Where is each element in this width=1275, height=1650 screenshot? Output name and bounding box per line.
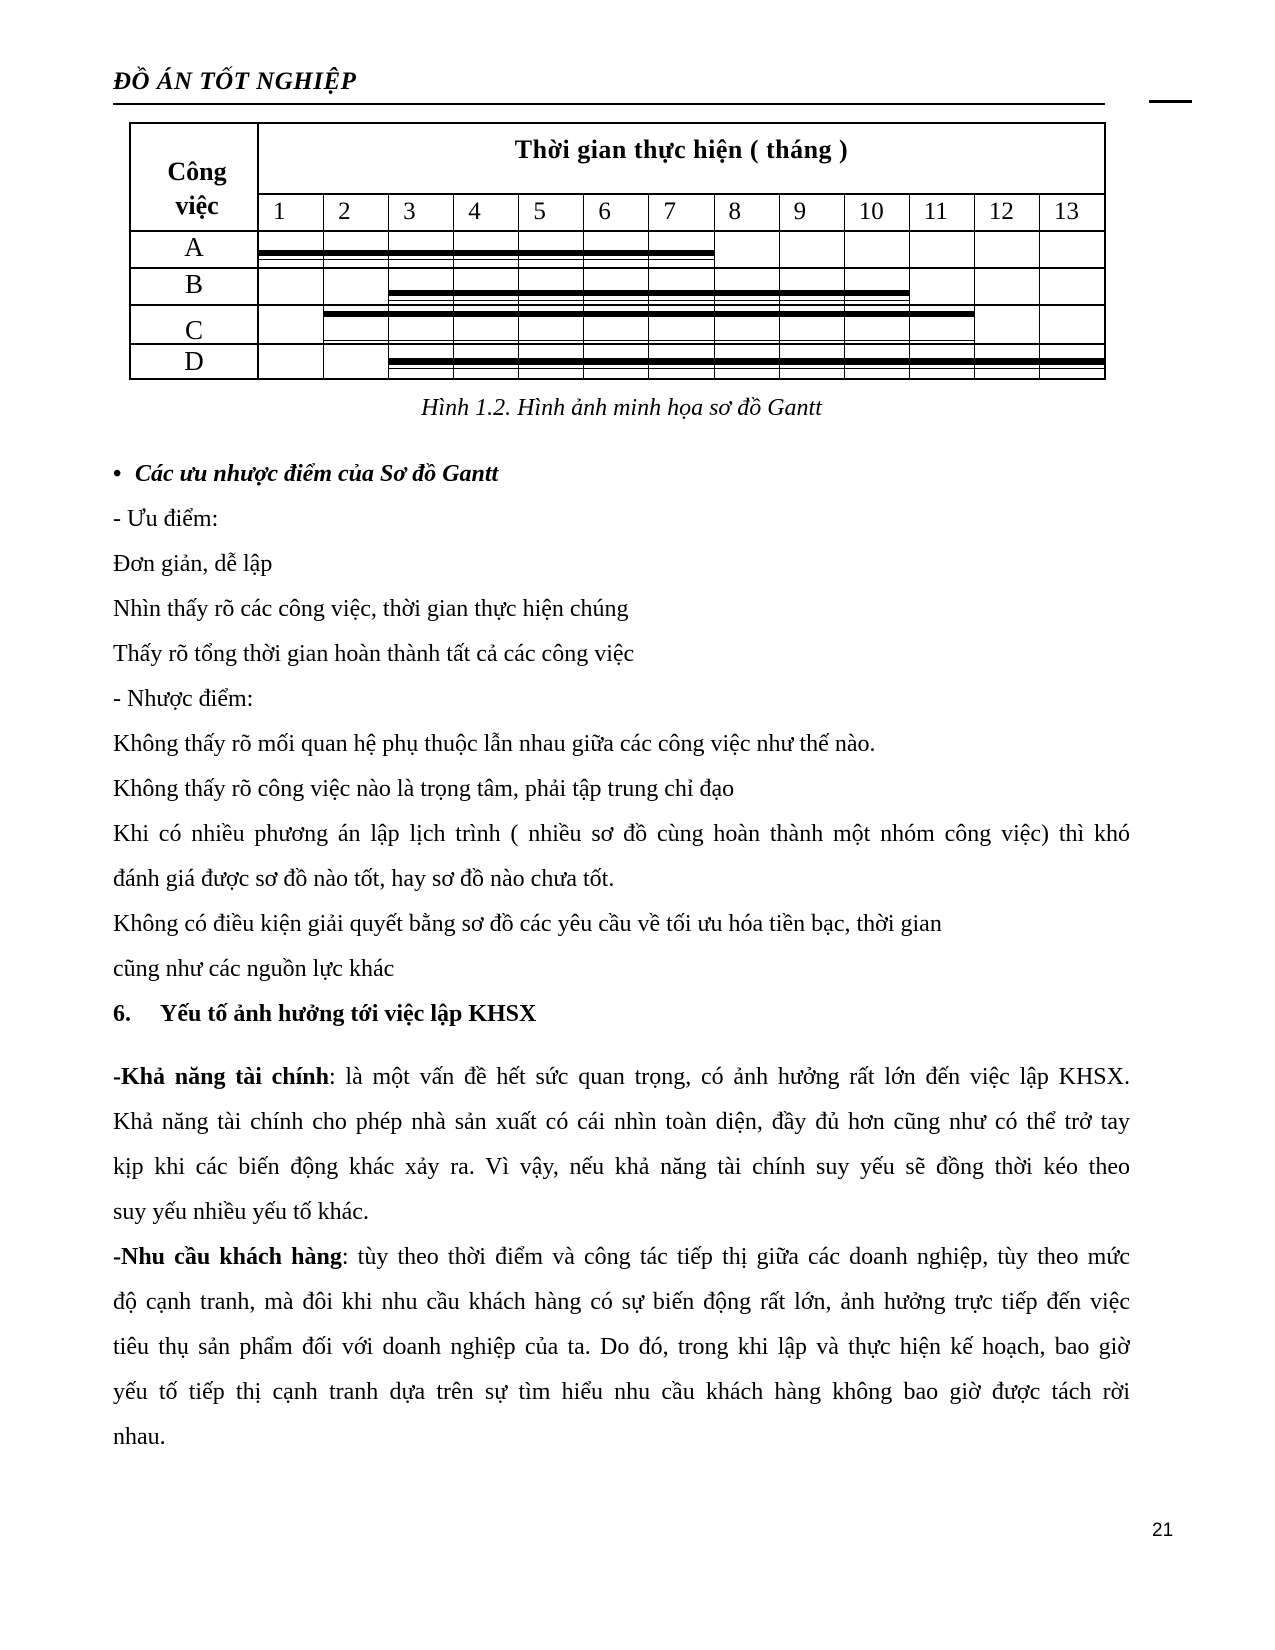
text-line: Không thấy rõ mối quan hệ phụ thuộc lẫn nhau giữa các công việc như thế nào. xyxy=(113,731,876,757)
bold-lead-in: -Khả năng tài chính xyxy=(113,1064,329,1090)
text-line: đánh giá được sơ đồ nào tốt, hay sơ đồ nào chưa tốt. xyxy=(113,866,615,892)
month-header-9: 9 xyxy=(780,195,845,230)
section-title: Yếu tố ảnh hưởng tới việc lập KHSX xyxy=(160,1001,537,1027)
gantt-title-row xyxy=(131,124,1104,195)
gantt-cell xyxy=(715,269,780,304)
section-heading xyxy=(113,992,1130,1037)
text-line: Khả năng tài chính cho phép nhà sản xuất có cái nhìn toàn diện, đầy đủ hơn cũng như có thể trở tay xyxy=(113,1109,1130,1135)
month-header-2: 2 xyxy=(324,195,389,230)
text-line: Khi có nhiều phương án lập lịch trình ( nhiều sơ đồ cùng hoàn thành một nhóm công việc) thì khó xyxy=(113,821,1130,847)
month-header-10: 10 xyxy=(845,195,910,230)
text-line: Không thấy rõ công việc nào là trọng tâm, phải tập trung chỉ đạo xyxy=(113,776,735,802)
month-header-4: 4 xyxy=(454,195,519,230)
gantt-bar-C xyxy=(324,311,974,317)
bullet-icon: • xyxy=(113,461,122,487)
gantt-cell xyxy=(324,269,389,304)
text-line: yếu tố tiếp thị cạnh tranh dựa trên sự tìm hiểu nhu cầu khách hàng không bao giờ được tách rời xyxy=(113,1379,1130,1405)
gantt-subline-A xyxy=(259,259,714,260)
page-header-title: ĐỒ ÁN TỐT NGHIỆP xyxy=(113,68,357,95)
month-header-5: 5 xyxy=(519,195,584,230)
gantt-row-D xyxy=(131,345,1104,378)
gantt-cell xyxy=(454,269,519,304)
gantt-cell xyxy=(584,269,649,304)
gantt-title: Thời gian thực hiện ( tháng ) xyxy=(259,124,1104,195)
gantt-bar-D xyxy=(389,358,1104,365)
gantt-cell xyxy=(259,345,324,378)
text-line: -Khả năng tài chính: là một vấn đề hết sức quan trọng, có ảnh hưởng rất lớn đến việc lập KHSX. xyxy=(113,1064,1130,1090)
bold-lead-in: -Nhu cầu khách hàng xyxy=(113,1244,342,1270)
gantt-grid-D xyxy=(259,345,1104,378)
gantt-table xyxy=(129,122,1106,380)
gantt-cell xyxy=(1040,306,1104,343)
gantt-cell xyxy=(845,232,910,267)
month-header-6: 6 xyxy=(584,195,649,230)
task-label-C: C xyxy=(131,306,259,343)
gantt-subline-C xyxy=(324,340,974,341)
gantt-cell xyxy=(649,269,714,304)
gantt-cell xyxy=(715,232,780,267)
gantt-grid-C xyxy=(259,306,1104,343)
document-body xyxy=(113,388,1130,1460)
work-header-line1: Công xyxy=(167,157,227,186)
text-line: Nhìn thấy rõ các công việc, thời gian thực hiện chúng xyxy=(113,596,629,622)
gantt-grid-B xyxy=(259,269,1104,304)
gantt-cell xyxy=(975,306,1040,343)
header-rule xyxy=(113,103,1105,105)
gantt-cell xyxy=(389,269,454,304)
gantt-cell xyxy=(780,232,845,267)
bullet-heading xyxy=(113,452,1130,497)
month-header-7: 7 xyxy=(649,195,714,230)
gantt-subline-D xyxy=(389,368,1104,369)
page-number: 21 xyxy=(1152,1520,1174,1541)
text-line: -Nhu cầu khách hàng: tùy theo thời điểm và công tác tiếp thị giữa các doanh nghiệp, tùy theo mức xyxy=(113,1244,1130,1270)
month-header-13: 13 xyxy=(1053,198,1079,225)
header-right-dash xyxy=(1149,100,1192,103)
text-line: độ cạnh tranh, mà đôi khi nhu cầu khách hàng có sự biến động rất lớn, ảnh hưởng trực tiếp đến việc xyxy=(113,1289,1130,1315)
text-line: Thấy rõ tổng thời gian hoàn thành tất cả các công việc xyxy=(113,641,635,667)
text-line: nhau. xyxy=(113,1424,166,1450)
gantt-row-C xyxy=(131,306,1104,345)
task-label-B: B xyxy=(131,269,259,304)
figure-caption: Hình 1.2. Hình ảnh minh họa sơ đồ Gantt xyxy=(421,395,822,421)
task-label-A: A xyxy=(131,232,259,267)
gantt-cell xyxy=(975,269,1040,304)
bullet-heading-text: Các ưu nhược điểm của Sơ đồ Gantt xyxy=(135,461,499,487)
gantt-bar-B xyxy=(389,290,909,296)
text-line: suy yếu nhiều yếu tố khác. xyxy=(113,1199,369,1225)
gantt-bar-A xyxy=(259,250,714,256)
gantt-cell xyxy=(1040,232,1104,267)
month-header-11: 11 xyxy=(910,195,975,230)
gantt-cell xyxy=(780,269,845,304)
gantt-cell xyxy=(975,232,1040,267)
gantt-cell xyxy=(910,232,975,267)
text-line: Không có điều kiện giải quyết bằng sơ đồ các yêu cầu về tối ưu hóa tiền bạc, thời gian xyxy=(113,911,942,937)
text-line: kịp khi các biến động khác xảy ra. Vì vậy, nếu khả năng tài chính suy yếu sẽ đồng thời kéo theo xyxy=(113,1154,1130,1180)
text-line: - Ưu điểm: xyxy=(113,506,219,532)
gantt-month-row-wrap xyxy=(131,195,1104,232)
gantt-cell xyxy=(1040,269,1104,304)
work-header-line2: việc xyxy=(175,191,219,220)
text-line: cũng như các nguồn lực khác xyxy=(113,956,395,982)
gantt-cell xyxy=(910,269,975,304)
work-column-header xyxy=(133,126,261,232)
gantt-grid-A xyxy=(259,232,1104,267)
month-header-3: 3 xyxy=(389,195,454,230)
gantt-cell xyxy=(324,345,389,378)
section-number: 6. xyxy=(113,1001,131,1027)
gantt-row-B xyxy=(131,269,1104,306)
gantt-cell xyxy=(845,269,910,304)
text-line: Đơn giản, dễ lập xyxy=(113,551,273,577)
month-row xyxy=(259,195,1104,230)
month-header-8: 8 xyxy=(715,195,780,230)
text-line: tiêu thụ sản phẩm đối với doanh nghiệp của ta. Do đó, trong khi lập và thực hiện kế hoạch, bao giờ xyxy=(113,1334,1130,1360)
text-line: - Nhược điểm: xyxy=(113,686,254,712)
gantt-rows xyxy=(131,232,1104,378)
month-header-12: 12 xyxy=(975,195,1040,230)
pros-cons-lines xyxy=(113,497,1130,992)
gantt-subline-B xyxy=(389,300,909,301)
gantt-row-A xyxy=(131,232,1104,269)
gantt-cell xyxy=(259,306,324,343)
gantt-cell xyxy=(259,269,324,304)
task-label-D: D xyxy=(131,345,259,378)
month-header-1: 1 xyxy=(259,195,324,230)
factor-paragraph-lines xyxy=(113,1055,1130,1460)
gantt-cell xyxy=(519,269,584,304)
